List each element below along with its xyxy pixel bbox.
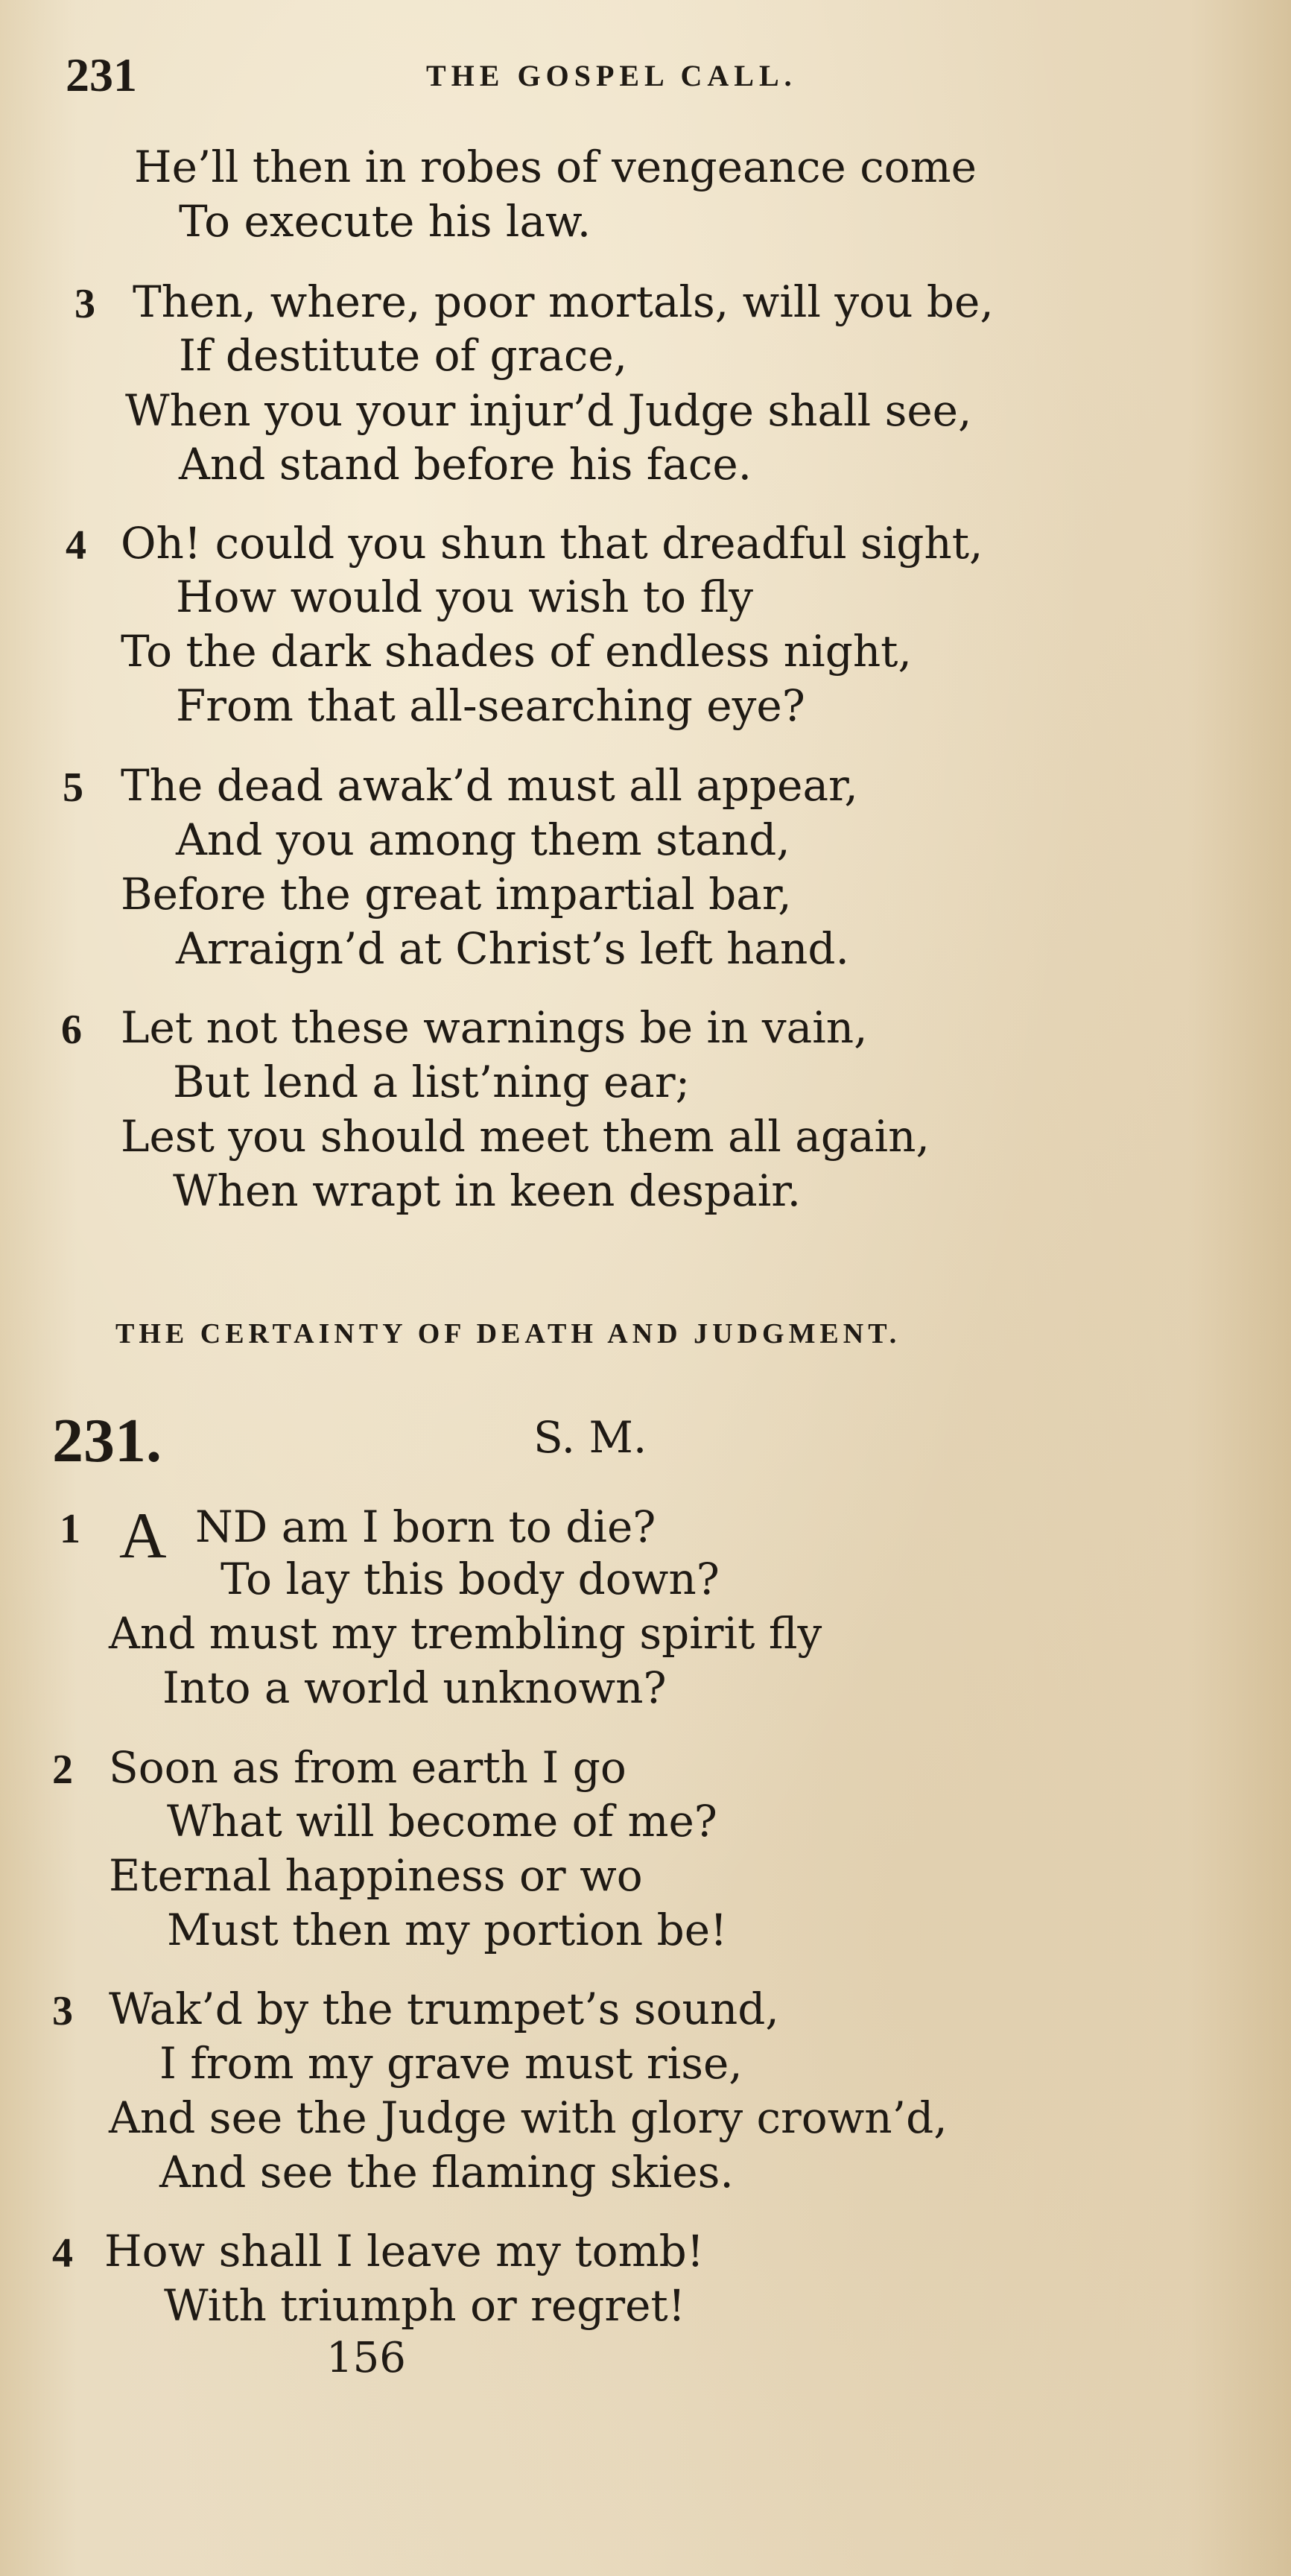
drop-cap: A (119, 1500, 167, 1572)
continuation-line: To execute his law. (179, 196, 591, 247)
page-number: 231 (66, 48, 137, 101)
verse-line: Soon as from earth I go (109, 1742, 627, 1793)
verse-line: When wrapt in keen despair. (173, 1165, 802, 1216)
verse-line: And you among them stand, (176, 814, 790, 865)
verse-line: With triumph or regret! (164, 2280, 686, 2331)
continuation-line: He’ll then in robes of vengeance come (134, 142, 977, 192)
verse-line: Before the great impartial bar, (121, 869, 792, 920)
verse-number: 3 (74, 281, 95, 327)
verse-line: What will become of me? (167, 1796, 717, 1846)
verse-line: From that all-searching eye? (176, 680, 805, 731)
verse-line: How would you wish to fly (176, 572, 753, 622)
hymn-meter: S. M. (533, 1412, 647, 1463)
hymn-number: 231. (52, 1406, 162, 1475)
verse-line: But lend a list’ning ear; (173, 1057, 691, 1107)
verse-line: The dead awak’d must all appear, (121, 760, 858, 811)
verse-line: And stand before his face. (179, 439, 752, 490)
verse-number: 3 (52, 1988, 73, 2034)
running-title: THE GOSPEL CALL. (426, 59, 797, 92)
verse-line: And see the Judge with glory crown’d, (109, 2092, 948, 2143)
verse-line: Must then my portion be! (167, 1905, 728, 1955)
verse-line: To the dark shades of endless night, (121, 626, 912, 677)
verse-line: Eternal happiness or wo (109, 1850, 643, 1901)
verse-line: Wak’d by the trumpet’s sound, (109, 1984, 779, 2034)
verse-number: 2 (52, 1747, 73, 1793)
section-title: THE CERTAINTY OF DEATH AND JUDGMENT. (115, 1318, 901, 1349)
verse-line: And see the flaming skies. (159, 2147, 734, 2197)
verse-line: Arraign’d at Christ’s left hand. (176, 923, 849, 974)
verse-number: 6 (61, 1007, 82, 1053)
verse-line: Then, where, poor mortals, will you be, (133, 276, 994, 327)
verse-line: Oh! could you shun that dreadful sight, (121, 518, 983, 569)
verse-line: I from my grave must rise, (159, 2038, 743, 2089)
verse-line: When you your injur’d Judge shall see, (125, 385, 972, 436)
verse-line: Lest you should meet them all again, (121, 1111, 930, 1162)
verse-number: 1 (60, 1506, 80, 1552)
verse-number: 5 (63, 765, 83, 811)
verse-number: 4 (52, 2230, 73, 2276)
verse-line: If destitute of grace, (179, 330, 628, 381)
verse-line: And must my trembling spirit fly (109, 1608, 822, 1659)
signature-mark: 156 (326, 2334, 406, 2382)
verse-number: 4 (66, 522, 86, 569)
verse-line: Into a world unknown? (162, 1662, 667, 1713)
verse-line: Let not these warnings be in vain, (121, 1002, 868, 1053)
verse-line: ND am I born to die? (195, 1501, 656, 1552)
verse-line: To lay this body down? (221, 1554, 720, 1604)
verse-line: How shall I leave my tomb! (104, 2226, 705, 2276)
